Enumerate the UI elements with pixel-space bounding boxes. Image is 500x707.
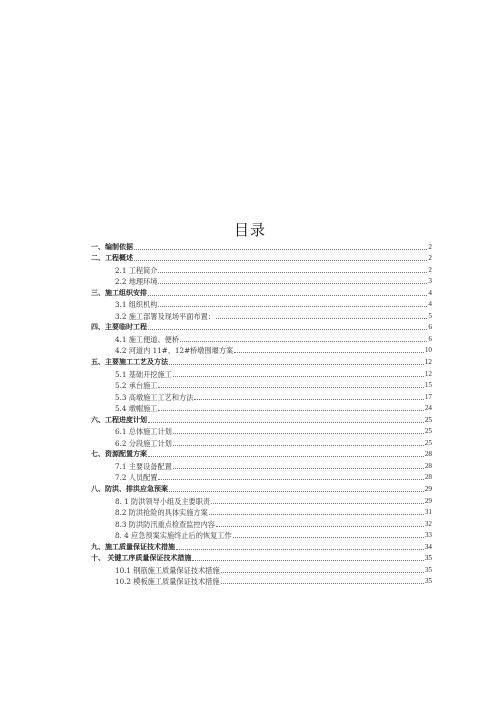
dot-leader xyxy=(173,375,424,377)
toc-page-number: 28 xyxy=(424,461,432,470)
toc-entry-label: 五、主要施工工艺及方法 xyxy=(91,358,168,367)
dot-leader xyxy=(221,582,424,584)
toc-page-number: 35 xyxy=(424,565,432,574)
toc-entry-label: 十、 关键工序质量保证技术措施 xyxy=(91,554,192,563)
toc-section-entry[interactable] xyxy=(91,355,432,367)
toc-subsection-entry[interactable] xyxy=(91,506,432,518)
toc-entry-label: 一、编制依据 xyxy=(91,242,133,251)
toc-page-number: 25 xyxy=(424,415,432,424)
toc-entry-label: 3.1 组织机构 xyxy=(115,300,158,310)
toc-subsection-entry[interactable] xyxy=(91,309,432,321)
toc-subsection-entry[interactable] xyxy=(91,390,432,402)
dot-leader xyxy=(192,559,423,561)
toc-section-entry[interactable] xyxy=(91,448,432,460)
toc-page-number: 10 xyxy=(424,346,432,355)
dot-leader xyxy=(176,548,424,550)
toc-entry-label: 3.2 施工部署及现场平面布置： xyxy=(115,311,215,321)
toc-entry-label: 10.1 钢筋施工质量保证技术措施 xyxy=(115,565,220,575)
dot-leader xyxy=(148,294,427,296)
toc-subsection-entry[interactable] xyxy=(91,517,432,529)
toc-entry-label: 九、施工质量保证技术措施 xyxy=(91,542,175,551)
toc-subsection-entry[interactable] xyxy=(91,436,432,448)
toc-entry-label: 5.3 高墩施工工艺和方法 xyxy=(115,392,194,402)
toc-entry-label: 三、施工组织安排 xyxy=(91,288,147,297)
toc-subsection-entry[interactable] xyxy=(91,471,432,483)
dot-leader xyxy=(233,536,424,538)
toc-subsection-entry[interactable] xyxy=(91,575,432,587)
dot-leader xyxy=(158,409,423,411)
dot-leader xyxy=(148,455,424,457)
toc-page-number: 24 xyxy=(424,404,432,413)
toc-page-number: 12 xyxy=(424,358,432,367)
toc-page-number: 5 xyxy=(428,311,432,320)
dot-leader xyxy=(180,340,427,342)
dot-leader xyxy=(194,398,423,400)
toc-entry-label: 8.2 防洪抢险的具体实施方案 xyxy=(115,508,208,518)
toc-page-number: 2 xyxy=(428,242,432,251)
toc-subsection-entry[interactable] xyxy=(91,379,432,391)
toc-page-number: 25 xyxy=(424,438,432,447)
toc-section-entry[interactable] xyxy=(91,286,432,298)
toc-entry-label: 4.1 施工便道、便桥 xyxy=(115,334,180,344)
toc-subsection-entry[interactable] xyxy=(91,298,432,310)
toc-subsection-entry[interactable] xyxy=(91,402,432,414)
page-title: 目录 xyxy=(233,221,266,239)
toc-section-entry[interactable] xyxy=(91,252,432,264)
toc-subsection-entry[interactable] xyxy=(91,275,432,287)
toc-subsection-entry[interactable] xyxy=(91,367,432,379)
toc-page-number: 2 xyxy=(428,265,432,274)
toc-subsection-entry[interactable] xyxy=(91,563,432,575)
toc-page-number: 29 xyxy=(424,485,432,494)
toc-page-number: 25 xyxy=(424,427,432,436)
toc-entry-label: 二、工程概述 xyxy=(91,254,133,263)
toc-subsection-entry[interactable] xyxy=(91,494,432,506)
toc-page-number: 32 xyxy=(424,519,432,528)
toc-page-number: 31 xyxy=(424,508,432,517)
dot-leader xyxy=(158,305,427,307)
dot-leader xyxy=(134,248,427,250)
toc-page-number: 28 xyxy=(424,450,432,459)
dot-leader xyxy=(158,386,423,388)
toc-entry-label: 10.2 模板施工质量保证技术措施 xyxy=(115,577,220,587)
toc-page-number: 34 xyxy=(424,542,432,551)
toc-page-number: 33 xyxy=(424,531,432,540)
toc-page-number: 15 xyxy=(424,381,432,390)
toc-page-number: 6 xyxy=(428,323,432,332)
toc-entry-label: 4.2 河道内 11#、12#桥墩围堰方案 xyxy=(115,346,234,356)
dot-leader xyxy=(173,444,424,446)
toc-page-number: 29 xyxy=(424,496,432,505)
toc-entry-label: 7.2 人员配置 xyxy=(115,473,158,483)
toc-section-entry[interactable] xyxy=(91,540,432,552)
toc-entry-label: 8. 4 应急预案实施终止后的恢复工作 xyxy=(115,531,232,541)
toc-entry-label: 8. 1 防洪领导小组及主要职责 xyxy=(115,496,211,506)
toc-section-entry[interactable] xyxy=(91,413,432,425)
toc-page-number: 12 xyxy=(424,369,432,378)
toc-page-number: 4 xyxy=(428,288,432,297)
dot-leader xyxy=(148,421,424,423)
table-of-contents xyxy=(91,240,432,586)
dot-leader xyxy=(169,363,424,365)
dot-leader xyxy=(173,467,424,469)
toc-page-number: 3 xyxy=(428,277,432,286)
dot-leader xyxy=(211,502,424,504)
toc-entry-label: 四、主要临时工程 xyxy=(91,323,147,332)
toc-subsection-entry[interactable] xyxy=(91,529,432,541)
toc-entry-label: 八、防洪、排洪应急预案 xyxy=(91,485,168,494)
toc-section-entry[interactable] xyxy=(91,482,432,494)
toc-page-number: 35 xyxy=(424,554,432,563)
dot-leader xyxy=(158,282,427,284)
dot-leader xyxy=(158,271,427,273)
toc-page-number: 4 xyxy=(428,300,432,309)
dot-leader xyxy=(221,571,424,573)
toc-section-entry[interactable] xyxy=(91,240,432,252)
toc-subsection-entry[interactable] xyxy=(91,425,432,437)
dot-leader xyxy=(216,525,424,527)
toc-subsection-entry[interactable] xyxy=(91,459,432,471)
dot-leader xyxy=(148,328,427,330)
toc-entry-label: 7.1 主要设备配置 xyxy=(115,461,172,471)
toc-entry-label: 5.2 承台施工 xyxy=(115,381,158,391)
toc-entry-label: 6.1 总体施工计划 xyxy=(115,427,172,437)
toc-entry-label: 6.2 分段施工计划 xyxy=(115,438,172,448)
dot-leader xyxy=(209,513,424,515)
toc-entry-label: 2.1 工程简介 xyxy=(115,265,158,275)
toc-entry-label: 六、工程进度计划 xyxy=(91,415,147,424)
toc-entry-label: 5.4 墩帽施工 xyxy=(115,404,158,414)
toc-page-number: 28 xyxy=(424,473,432,482)
dot-leader xyxy=(158,478,423,480)
toc-entry-label: 5.1 基础开挖施工 xyxy=(115,369,172,379)
toc-entry-label: 2.2 地理环境 xyxy=(115,277,158,287)
toc-page-number: 6 xyxy=(428,334,432,343)
dot-leader xyxy=(134,259,427,261)
dot-leader xyxy=(169,490,424,492)
toc-section-entry[interactable] xyxy=(91,321,432,333)
toc-page-number: 17 xyxy=(424,392,432,401)
dot-leader xyxy=(234,351,424,353)
dot-leader xyxy=(216,317,427,319)
toc-page-number: 2 xyxy=(428,254,432,263)
toc-subsection-entry[interactable] xyxy=(91,332,432,344)
toc-section-entry[interactable] xyxy=(91,552,432,564)
dot-leader xyxy=(173,432,424,434)
toc-subsection-entry[interactable] xyxy=(91,263,432,275)
toc-subsection-entry[interactable] xyxy=(91,344,432,356)
toc-entry-label: 七、资源配置方案 xyxy=(91,450,147,459)
toc-page-number: 35 xyxy=(424,577,432,586)
toc-entry-label: 8.3 防洪防汛重点检查监控内容 xyxy=(115,519,215,529)
